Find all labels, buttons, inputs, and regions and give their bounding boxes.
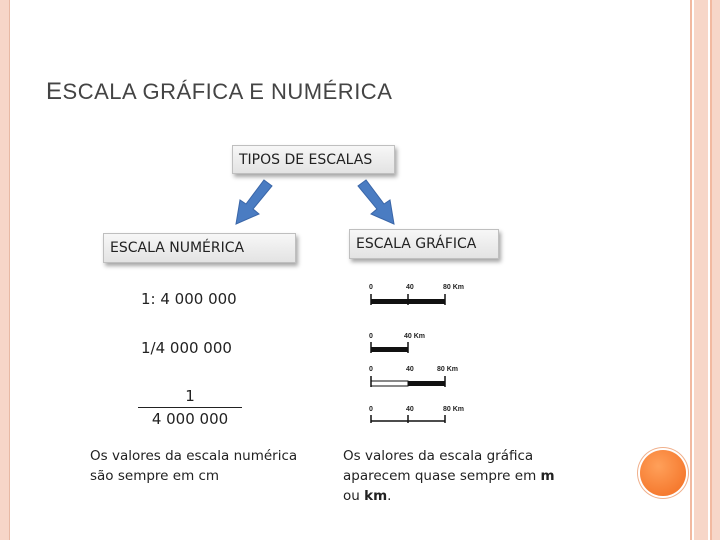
slide-title: ESCALA GRÁFICA E NUMÉRICA	[46, 78, 393, 105]
graphic-scale-2	[369, 333, 425, 353]
numeric-fraction-inline-example: 1/4 000 000	[141, 339, 232, 357]
numeric-fraction-example	[138, 387, 242, 428]
graphic-scale-4	[369, 406, 464, 423]
numeric-scale-box	[103, 233, 296, 263]
graphic-scale-3	[369, 366, 458, 387]
scale-4-label-80: 80 Km	[443, 406, 465, 413]
scale-1-label-80: 80 Km	[443, 284, 465, 291]
scale-4-label-0: 0	[369, 406, 373, 413]
scale-2-label-0: 0	[369, 333, 373, 340]
fraction-line	[138, 407, 242, 408]
fraction-numerator: 1	[185, 387, 195, 405]
scale-3-bar-white	[371, 381, 408, 386]
root-node-label: TIPOS DE ESCALAS	[239, 151, 373, 168]
scale-3-label-0: 0	[369, 366, 373, 373]
scale-3-bar-black	[408, 381, 445, 386]
graphic-scale-bars	[360, 278, 490, 428]
scale-1-label-0: 0	[369, 284, 373, 291]
scale-3-label-40: 40	[406, 366, 414, 373]
scale-4-label-40: 40	[406, 406, 414, 413]
scale-1-label-40: 40	[406, 284, 414, 291]
numeric-scale-label: ESCALA NUMÉRICA	[110, 240, 245, 256]
numeric-scale-note: Os valores da escala numérica são sempre em cm	[90, 448, 298, 484]
graphic-scale-label: ESCALA GRÁFICA	[356, 236, 477, 252]
numeric-ratio-example: 1: 4 000 000	[141, 290, 237, 308]
scale-3-label-80: 80 Km	[437, 366, 459, 373]
graphic-scale-note: Os valores da escala gráfica aparecem quase sempre em m ou km.	[343, 448, 555, 504]
right-decorative-border	[688, 0, 720, 540]
root-node-box	[232, 145, 395, 174]
fraction-denominator: 4 000 000	[151, 410, 229, 428]
scale-2-bar	[371, 347, 408, 352]
left-decorative-border	[0, 0, 10, 540]
graphic-scale-box	[349, 229, 499, 259]
orange-circle-decoration	[640, 450, 686, 496]
graphic-scale-1	[369, 284, 464, 305]
scale-2-label-40: 40 Km	[404, 333, 426, 340]
arrow-to-graphic	[352, 176, 402, 228]
arrow-to-numeric	[228, 176, 278, 228]
